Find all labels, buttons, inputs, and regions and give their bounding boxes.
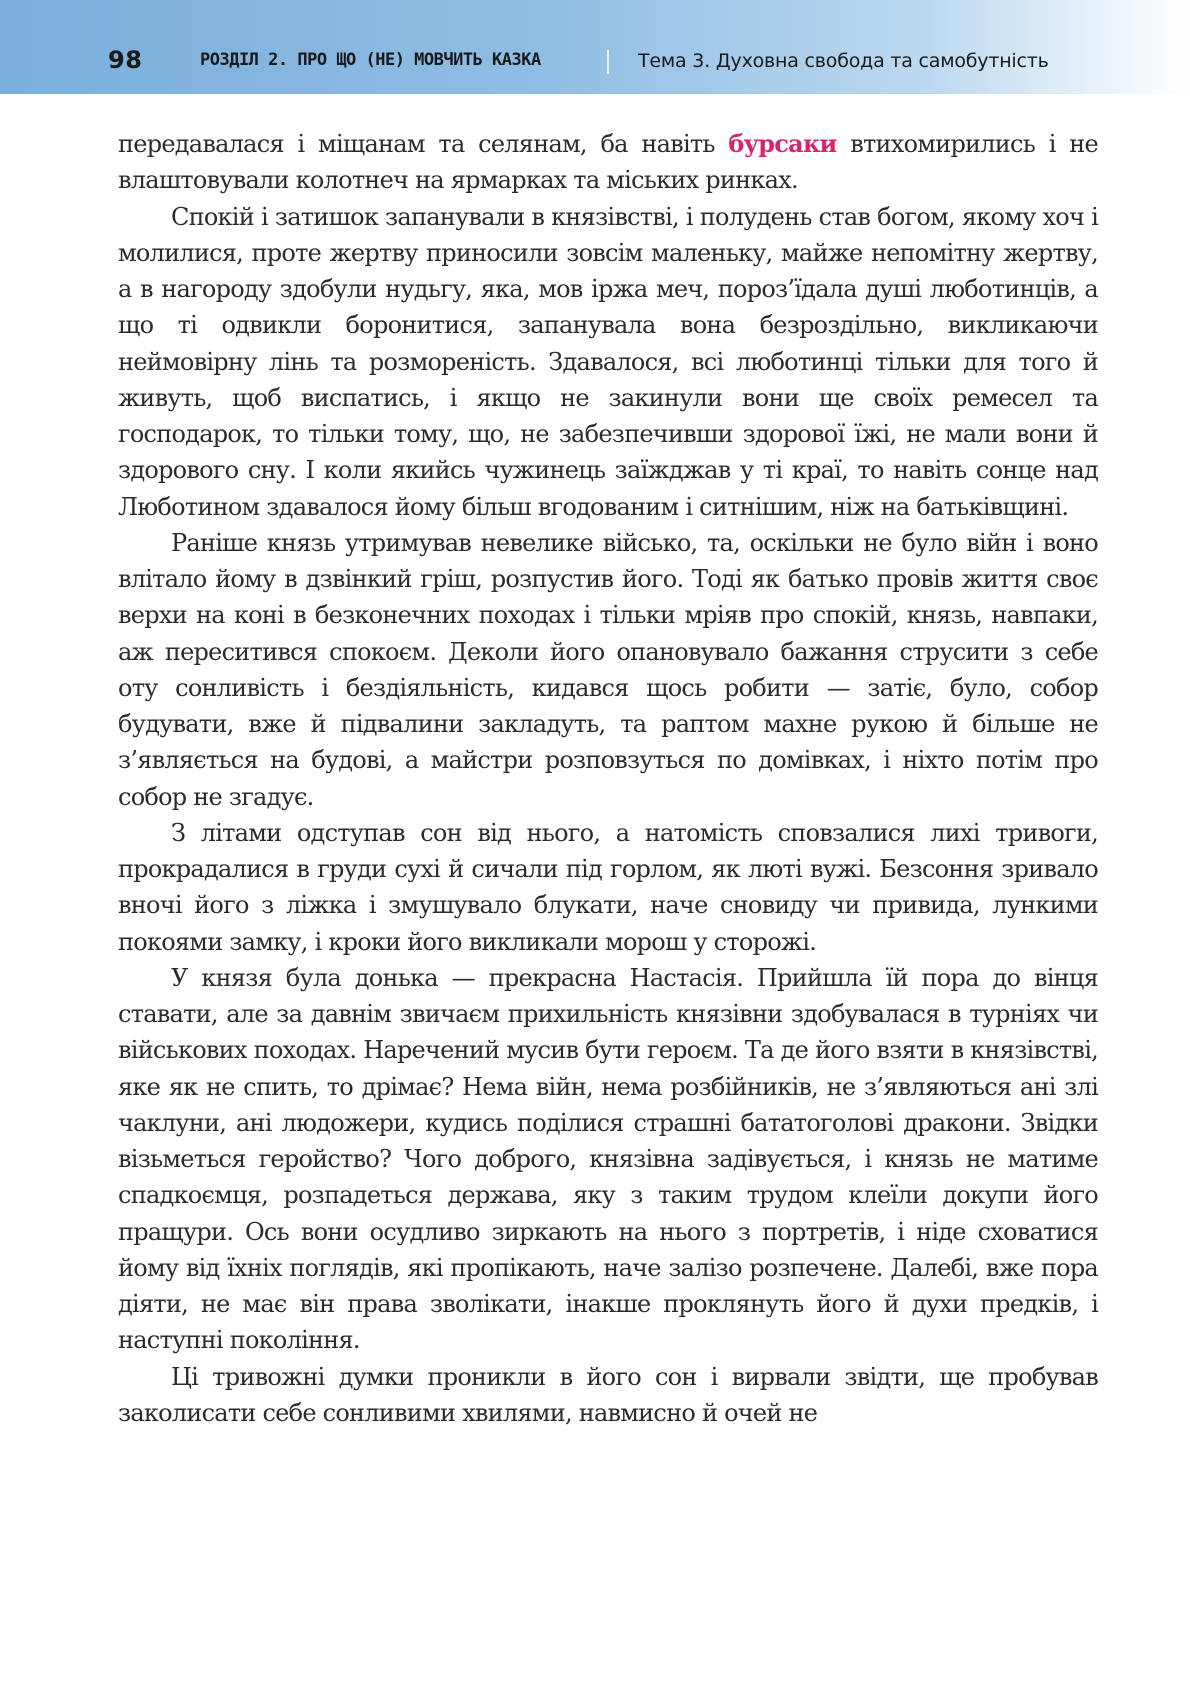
paragraph-5: У князя була донька — прекрасна Настасія. Прийшла їй пора до вінця ставати, але за давнім звичаєм прихильність князівни здобувалася в турніях чи військових походах. Наречений мусив бути героєм. Та де його взяти в князівстві, яке як не спить, то дрімає? Нема війн, нема розбійників, не з’являються ані злі чаклуни, ані людожери, кудись поділися страшні бататоголові дракони. Звідки візьметься геройство? Чого доброго, князівна задівується, і князь не матиме спадкоємця, розпадеться держава, яку з таким трудом клеїли докупи його пращури. Ось вони осудливо зиркають на нього з портретів, і ніде сховатися йому від їхніх поглядів, які пропікають, наче залізо розпечене. Далебі, вже пора діяти, не має він права зволікати, інакше проклянуть його й духи предків, і наступні покоління. <box>118 963 1098 1355</box>
paragraph-1-end: втихомирились і не влаштовували колотнеч на ярмарках та міських ринках. <box>118 130 1099 195</box>
topic-title: Тема 3. Духовна свобода та самобутність <box>638 50 1049 72</box>
paragraph-6: Ці тривожні думки проникли в його сон і вирвали звідти, ще пробував заколисати себе сонливими хвилями, навмисно й очей не <box>118 1362 1098 1427</box>
page-header <box>0 0 1190 94</box>
paragraph-4: З літами одступав сон від нього, а натомість сповзалися лихі тривоги, прокрадалися в груди сухі й сичали під горлом, як люті вужі. Безсоння зривало вночі його з ліжка і змушувало блукати, наче сновиду чи привида, лункими покоями замку, і кроки його викликали морош у сторожі. <box>118 818 1098 956</box>
body-text <box>118 126 1098 1431</box>
highlighted-term: бурсаки <box>728 129 837 158</box>
page-number: 98 <box>108 46 143 74</box>
paragraph-1-start: передавалася і міщанам та селянам, ба навіть <box>118 130 729 158</box>
paragraph-1 <box>118 126 1098 199</box>
paragraph-3: Раніше князь утримував невелике військо, та, оскільки не було війн і воно влітало йому в дзвінкий гріш, розпустив його. Тоді як батько провів життя своє верхи на коні в безконечних походах і тільки мріяв про спокій, князь, навпаки, аж переситився спокоєм. Деколи його опановувало бажання струсити з себе оту сонливість і бездіяльність, кидався щось робити — затіє, було, собор будувати, вже й підвалини закладуть, та раптом махне рукою й більше не з’являється на будові, а майстри розповзуться по домівках, і ніхто потім про собор не згадує. <box>118 528 1098 811</box>
header-divider <box>607 50 609 74</box>
section-title: РОЗДІЛ 2. ПРО ЩО (НЕ) МОВЧИТЬ КАЗКА <box>200 50 541 70</box>
paragraph-2: Спокій і затишок запанували в князівстві, і полудень став богом, якому хоч і молилися, проте жертву приносили зовсім маленьку, майже непомітну жертву, а в нагороду здобули нудьгу, яка, мов іржа меч, пороз’їдала душі люботинців, а що ті одвикли боронитися, запанувала вона безроздільно, викликаючи неймовірну лінь та розмореність. Здавалося, всі люботинці тільки для того й живуть, щоб виспатись, і якщо не закинули вони ще своїх ремесел та господарок, то тільки тому, що, не забезпечивши здорової їжі, не мали вони й здорового сну. І коли якийсь чужинець заїжджав у ті краї, то навіть сонце над Люботином здавалося йому більш вгодованим і ситнішим, ніж на батьківщині. <box>118 202 1098 521</box>
